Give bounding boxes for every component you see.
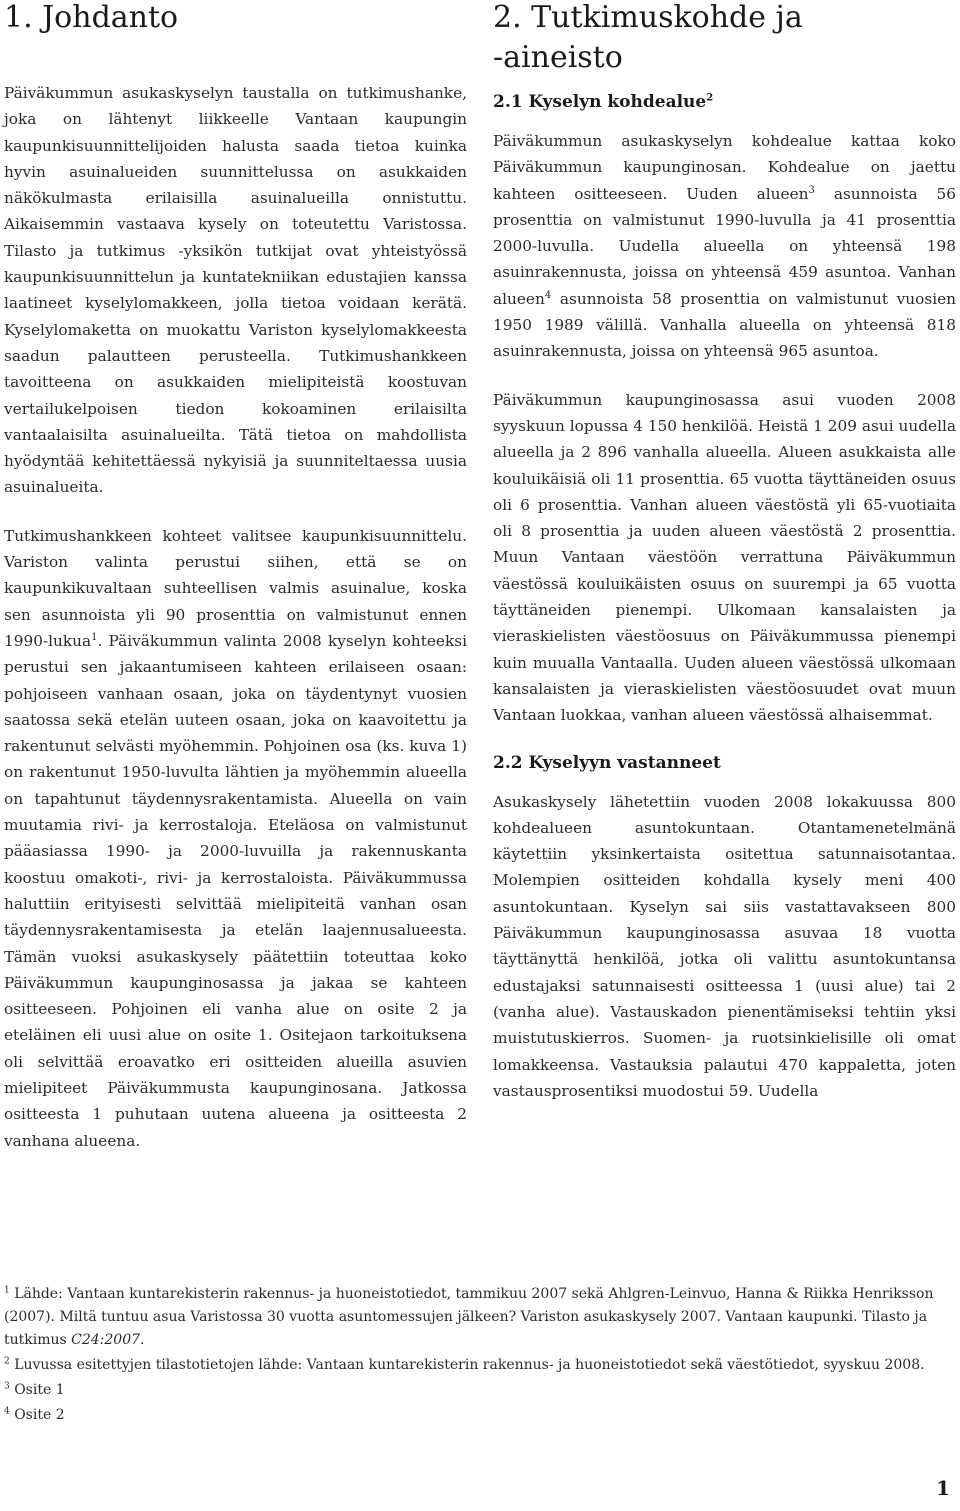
footnote-1 [4, 1283, 956, 1352]
footnote-ref-4: 4 [544, 289, 552, 301]
footnote-ref-2: 2 [706, 92, 714, 104]
chapter-heading-tutkimuskohde: 2. Tutkimuskohde ja -aineisto [493, 0, 803, 75]
selection-text-b: . Päiväkummun valinta 2008 kyselyn kohteeksi perustui sen jakaantumiseen kahteen erilaiseen osaan: pohjoiseen vanhaan osaan, joka on täydentynyt vuosien saatossa sekä etelän uuteen osaan, joka on kaavoitettu ja rakentunut selvästi myöhemmin. Pohjoinen osa (ks. kuva 1) on rakentunut 1950-luvulta lähtien ja myöhemmin alueella on tapahtunut täydennysrakentamista. Alueella on vain muutamia rivi- ja kerrostaloja. Eteläosa on valmistunut pääasiassa 1990- ja 2000-luvuilla ja rakennuskanta koostuu omakoti-, rivi- ja kerrostaloista. Päiväkummussa haluttiin erityisesti selvittää mielipiteitä vanhan osan täydennysrakentamisesta ja etelän laajennusalueesta. Tämän vuoksi asukaskysely päätettiin toteuttaa koko Päiväkummun kaupunginosassa ja jakaa se kahteen ositteeseen. Pohjoinen eli vanha alue on osite 2 ja eteläinen eli uusi alue on osite 1. Ositejaon tarkoituksena oli selvittää eroavatko eri ositteiden alueilla asuvien mielipiteet Päiväkummusta kaupunginosana. Jatkossa ositteesta 1 puhutaan uutena alueena ja ositteesta 2 vanhana alueena. [4, 631, 467, 1150]
footnote-4 [4, 1404, 956, 1427]
footnote-2 [4, 1354, 956, 1377]
footnote-italic: C24:2007 [71, 1332, 141, 1348]
selection-paragraph [4, 523, 467, 1154]
respondents-paragraph: Asukaskysely lähetettiin vuoden 2008 lokakuussa 800 kohdealueen asuntokuntaan. Otantamenetelmänä käytettiin yksinkertaista ositettua satunnaisotantaa. Molempien ositteiden kohdalla kysely meni 400 asuntokuntaan. Kyselyn sai siis vastattavakseen 800 Päiväkummun kaupunginosassa asuvaa 18 vuotta täyttänyttä henkilöä, jotka oli valittu asuntokuntansa edustajaksi satunnaisesti ositteessa 1 (uusi alue) tai 2 (vanha alue). Vastauskadon pienentämiseksi tehtiin yksi muistutuskierros. Suomen- ja ruotsinkielisille oli omat lomakkeensa. Vastauksia palautui 470 kappaletta, joten vastausprosentiksi muodostui 59. Uudella [493, 792, 956, 1100]
chapter-heading-johdanto: 1. Johdanto [4, 0, 179, 35]
footnote-text: Osite 2 [14, 1407, 65, 1423]
left-column [4, 0, 467, 1154]
footnote-ref-3: 3 [808, 184, 815, 196]
footnotes [4, 1283, 956, 1429]
footnote-ref-1: 1 [91, 631, 98, 643]
intro-paragraph: Päiväkummun asukaskyselyn taustalla on tutkimushanke, joka on lähtenyt liikkeelle Vantaan kaupungin kaupunkisuunnittelijoiden halusta saada tietoa kuinka hyvin asuinalueiden suunnittelussa on asukkaiden näkökulmasta erilaisilla asuinalueilla onnistuttu. Aikaisemmin vastaava kysely on toteutettu Varistossa. Tilasto ja tutkimus -yksikön tutkijat ovat yhteistyössä kaupunkisuunnittelun ja kuntatekniikan edustajien kanssa laatineet kyselylomakkeen, jolla tietoa voidaan kerätä. Kyselylomaketta on muokattu Variston kyselylomakkeesta saadun palautteen perusteella. Tutkimushankkeen tavoitteena on asukkaiden mielipiteistä koostuvan vertailukelpoisen tiedon kokoaminen erilaisilta vantaalaisilta asuinalueilta. Tätä tietoa on mahdollista hyödyntää kehitettäessä nykyisiä ja suunniteltaessa uusia asuinalueita. [4, 84, 467, 497]
area-text-b: asunnoista 56 prosenttia on valmistunut 1990-luvulla ja 41 prosenttia 2000-luvulla. Uudella alueella on yhteensä 198 asuinrakennusta, joissa on yhteensä 459 asuntoa. Vanhan alueen [493, 184, 956, 308]
page-number: 1 [936, 1476, 950, 1500]
right-column [493, 0, 956, 1104]
footnote-end: . [140, 1332, 145, 1348]
area-text-a: Päiväkummun asukaskyselyn kohdealue kattaa koko Päiväkummun kaupunginosan. Kohdealue on jaettu kahteen ositteeseen. Uuden alueen [493, 132, 956, 203]
footnote-text: Osite 1 [14, 1382, 65, 1398]
section-heading-2-1 [493, 90, 956, 114]
selection-text-a: Tutkimushankkeen kohteet valitsee kaupunkisuunnittelu. Variston valinta perustui siihen, että se on kaupunkikuvaltaan suhteellisen valmis asuinalue, koska sen asunnoista yli 90 prosenttia on valmistunut ennen 1990-lukua [4, 526, 467, 650]
area-paragraph [493, 128, 956, 365]
footnote-number: 4 [4, 1406, 10, 1417]
footnote-text: Luvussa esitettyjen tilastotietojen lähde: Vantaan kuntarekisterin rakennus- ja huoneistotiedot sekä väestötiedot, syyskuu 2008. [14, 1357, 925, 1373]
section-heading-2-2: 2.2 Kyselyyn vastanneet [493, 752, 721, 773]
footnote-number: 3 [4, 1381, 10, 1392]
footnote-3 [4, 1379, 956, 1402]
footnote-text: Lähde: Vantaan kuntarekisterin rakennus- ja huoneistotiedot, tammikuu 2007 sekä Ahlgren-Leinvuo, Hanna & Riikka Henriksson (2007). Miltä tuntuu asua Varistossa 30 vuotta asuntomessujen jälkeen? Variston asukaskysely 2007. Vantaan kaupunki. Tilasto ja tutkimus [4, 1286, 934, 1348]
area-text-c: asunnoista 58 prosenttia on valmistunut vuosien 1950 1989 välillä. Vanhalla alueella on yhteensä 818 asuinrakennusta, joissa on yhteensä 965 asuntoa. [493, 289, 956, 361]
footnote-number: 2 [4, 1356, 10, 1367]
population-paragraph: Päiväkummun kaupunginosassa asui vuoden 2008 syyskuun lopussa 4 150 henkilöä. Heistä 1 209 asui uudella alueella ja 2 896 vanhalla alueella. Alueen asukkaista alle kouluikäisiä oli 11 prosenttia. 65 vuotta täyttäneiden osuus oli 6 prosenttia. Vanhan alueen väestöstä yli 65-vuotiaita oli 8 prosenttia ja uuden alueen väestöstä 2 prosenttia. Muun Vantaan väestöön verrattuna Päiväkummun väestössä kouluikäisten osuus on suurempi ja 65 vuotta täyttäneiden pienempi. Ulkomaan kansalaisten ja vieraskielisten väestöosuus on Päiväkummussa pienempi kuin muualla Vantaalla. Uuden alueen väestössä ulkomaan kansalaisten ja vieraskielisten väestöosuudet ovat muun Vantaan luokkaa, vanhan alueen väestössä alhaisemmat. [493, 390, 956, 725]
footnote-number: 1 [4, 1285, 10, 1296]
section-2-1-title: 2.1 Kyselyn kohdealue [493, 92, 707, 112]
